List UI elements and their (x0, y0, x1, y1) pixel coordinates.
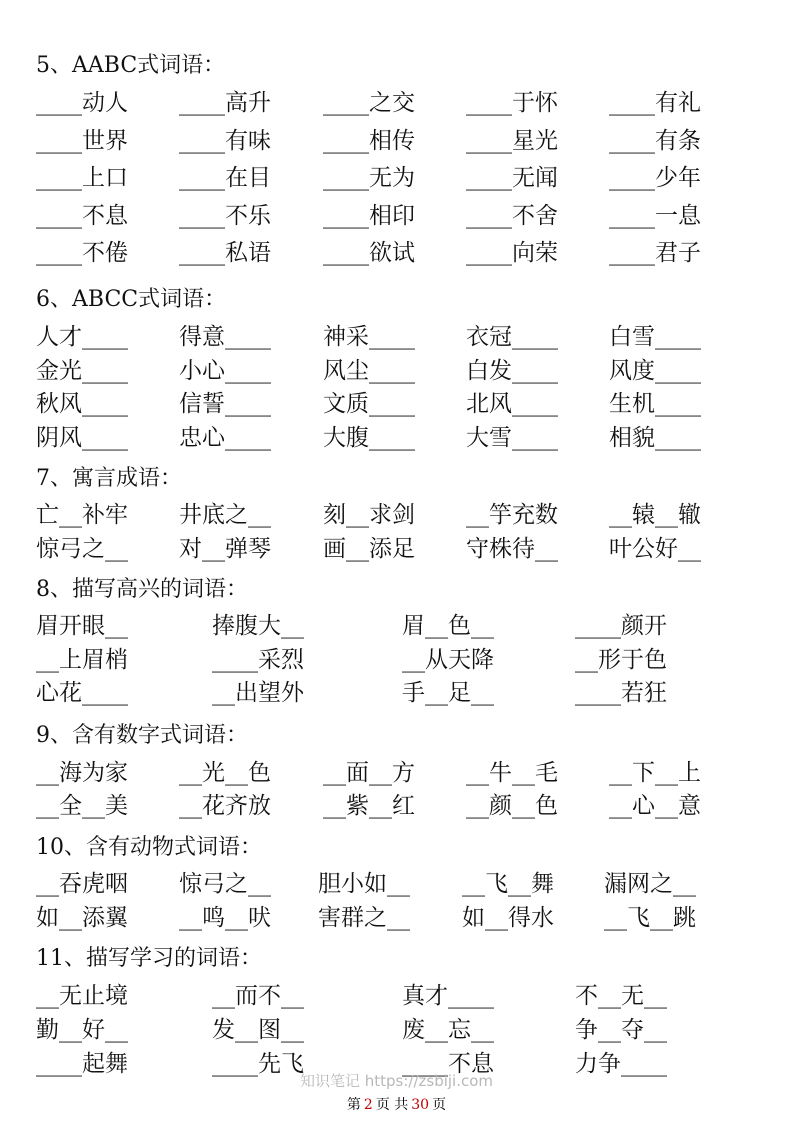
fill-in-idiom: ____君子 (609, 240, 701, 266)
fill-in-idiom: __吞虎咽 (36, 871, 128, 897)
fill-in-idiom: 大雪____ (466, 425, 558, 451)
fill-in-idiom: __从天降 (402, 647, 494, 673)
fill-in-idiom: ____动人 (36, 90, 128, 116)
fill-in-idiom: 忠心____ (179, 425, 271, 451)
fill-in-idiom: __海为家 (36, 760, 128, 786)
fill-in-idiom: 生机____ (609, 391, 701, 417)
fill-in-idiom: 亡__补牢 (36, 502, 128, 528)
fill-in-idiom: 秋风____ (36, 391, 128, 417)
fill-in-idiom: ____相传 (323, 128, 415, 154)
fill-in-idiom: __出望外 (212, 680, 304, 706)
total-page-number: 30 (411, 1097, 430, 1113)
fill-in-idiom: ____星光 (466, 128, 558, 154)
fill-in-idiom: 如__得水 (462, 905, 554, 931)
fill-in-idiom: 胆小如__ (318, 871, 410, 897)
fill-in-idiom: ____无为 (323, 165, 415, 191)
fill-in-idiom: 金光____ (36, 358, 128, 384)
fill-in-idiom: 相貌____ (609, 425, 701, 451)
fill-in-idiom: ____一息 (609, 203, 701, 229)
section-title: 8、描写高兴的词语： (36, 577, 248, 602)
fill-in-idiom: 捧腹大__ (212, 613, 304, 639)
fill-in-idiom: __上眉梢 (36, 647, 128, 673)
fill-in-idiom: 惊弓之__ (36, 536, 128, 562)
fill-in-idiom: 争__夺__ (575, 1017, 667, 1043)
fill-in-idiom: ____起舞 (36, 1051, 128, 1077)
fill-in-idiom: 得意____ (179, 324, 271, 350)
fill-in-idiom: __全__美 (36, 793, 128, 819)
section-title: 11、描写学习的词语： (36, 946, 262, 971)
fill-in-idiom: __心__意 (609, 793, 701, 819)
fill-in-idiom: ____向荣 (466, 240, 558, 266)
fill-in-idiom: ____不舍 (466, 203, 558, 229)
fill-in-idiom: 对__弹琴 (179, 536, 271, 562)
current-page-number: 2 (363, 1097, 373, 1113)
watermark: 知识笔记 https://zsbiji.com (299, 1072, 494, 1090)
fill-in-idiom: ____采烈 (212, 647, 304, 673)
fill-in-idiom: __面__方 (323, 760, 415, 786)
fill-in-idiom: ____不乐 (179, 203, 271, 229)
fill-in-idiom: 心花____ (36, 680, 128, 706)
fill-in-idiom: 真才____ (402, 983, 494, 1009)
fill-in-idiom: ____不息 (402, 1051, 494, 1077)
fill-in-idiom: ____不倦 (36, 240, 128, 266)
fill-in-idiom: __辕__辙 (609, 502, 701, 528)
fill-in-idiom: ____有礼 (609, 90, 701, 116)
page-footer (0, 1094, 793, 1114)
fill-in-idiom: __飞__跳 (604, 905, 696, 931)
fill-in-idiom: 文质____ (323, 391, 415, 417)
fill-in-idiom: __而不__ (212, 983, 304, 1009)
fill-in-idiom: 小心____ (179, 358, 271, 384)
fill-in-idiom: 北风____ (466, 391, 558, 417)
fill-in-idiom: __紫__红 (323, 793, 415, 819)
fill-in-idiom: ____有味 (179, 128, 271, 154)
footer-middle: 页 共 (375, 1097, 409, 1113)
fill-in-idiom: ____欲试 (323, 240, 415, 266)
fill-in-idiom: __鸣__吠 (179, 905, 271, 931)
footer-suffix: 页 (432, 1097, 447, 1113)
fill-in-idiom: __牛__毛 (466, 760, 558, 786)
fill-in-idiom: 眉__色__ (402, 613, 494, 639)
fill-in-idiom: 画__添足 (323, 536, 415, 562)
fill-in-idiom: ____高升 (179, 90, 271, 116)
fill-in-idiom: 惊弓之__ (179, 871, 271, 897)
fill-in-idiom: 勤__好__ (36, 1017, 128, 1043)
fill-in-idiom: 风尘____ (323, 358, 415, 384)
fill-in-idiom: ____不息 (36, 203, 128, 229)
fill-in-idiom: 神采____ (323, 324, 415, 350)
fill-in-idiom: ____私语 (179, 240, 271, 266)
fill-in-idiom: __无止境 (36, 983, 128, 1009)
fill-in-idiom: 风度____ (609, 358, 701, 384)
fill-in-idiom: __形于色 (575, 647, 667, 673)
fill-in-idiom: 信誓____ (179, 391, 271, 417)
fill-in-idiom: ____相印 (323, 203, 415, 229)
fill-in-idiom: 害群之__ (318, 905, 410, 931)
fill-in-idiom: ____于怀 (466, 90, 558, 116)
fill-in-idiom: 白发____ (466, 358, 558, 384)
fill-in-idiom: __花齐放 (179, 793, 271, 819)
fill-in-idiom: ____颜开 (575, 613, 667, 639)
fill-in-idiom: __下__上 (609, 760, 701, 786)
fill-in-idiom: 叶公好__ (609, 536, 701, 562)
fill-in-idiom: 刻__求剑 (323, 502, 415, 528)
fill-in-idiom: 衣冠____ (466, 324, 558, 350)
fill-in-idiom: 人才____ (36, 324, 128, 350)
fill-in-idiom: ____无闻 (466, 165, 558, 191)
fill-in-idiom: 漏网之__ (604, 871, 696, 897)
fill-in-idiom: 废__忘__ (402, 1017, 494, 1043)
fill-in-idiom: __光__色 (179, 760, 271, 786)
fill-in-idiom: ____之交 (323, 90, 415, 116)
fill-in-idiom: 不__无__ (575, 983, 667, 1009)
fill-in-idiom: 守株待__ (466, 536, 558, 562)
fill-in-idiom: ____先飞 (212, 1051, 304, 1077)
fill-in-idiom: ____若狂 (575, 680, 667, 706)
fill-in-idiom: ____世界 (36, 128, 128, 154)
section-title: 6、ABCC式词语： (36, 287, 227, 312)
section-title: 9、含有数字式词语： (36, 723, 248, 748)
fill-in-idiom: 眉开眼__ (36, 613, 128, 639)
fill-in-idiom: 发__图__ (212, 1017, 304, 1043)
fill-in-idiom: 手__足__ (402, 680, 494, 706)
fill-in-idiom: __飞__舞 (462, 871, 554, 897)
fill-in-idiom: 力争____ (575, 1051, 667, 1077)
section-title: 7、寓言成语： (36, 466, 182, 491)
fill-in-idiom: 白雪____ (609, 324, 701, 350)
fill-in-idiom: 大腹____ (323, 425, 415, 451)
fill-in-idiom: __竽充数 (466, 502, 558, 528)
fill-in-idiom: ____在目 (179, 165, 271, 191)
fill-in-idiom: ____上口 (36, 165, 128, 191)
fill-in-idiom: 如__添翼 (36, 905, 128, 931)
section-title: 10、含有动物式词语： (36, 835, 262, 860)
fill-in-idiom: ____少年 (609, 165, 701, 191)
fill-in-idiom: 阴风____ (36, 425, 128, 451)
fill-in-idiom: ____有条 (609, 128, 701, 154)
fill-in-idiom: __颜__色 (466, 793, 558, 819)
fill-in-idiom: 井底之__ (179, 502, 271, 528)
section-title: 5、AABC式词语： (36, 53, 226, 78)
footer-prefix: 第 (346, 1097, 361, 1113)
